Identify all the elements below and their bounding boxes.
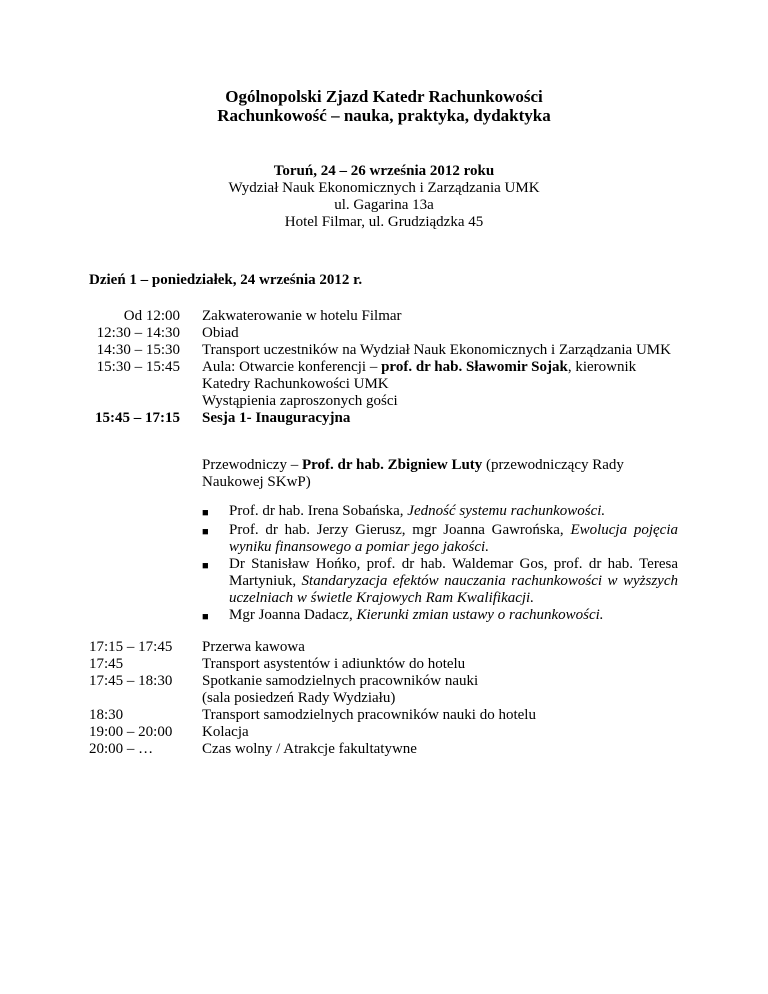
- bullet-icon: ■: [202, 560, 209, 572]
- opening-suffix: , kierownik Katedry Rachunkowości UMK: [202, 359, 637, 392]
- schedule-time: 19:00 – 20:00: [89, 724, 173, 740]
- schedule-row: [89, 639, 679, 656]
- day-heading: Dzień 1 – poniedziałek, 24 września 2012 r.: [89, 272, 363, 288]
- schedule-time: 17:45 – 18:30: [89, 673, 173, 689]
- faculty-name: Wydział Nauk Ekonomicznych i Zarządzania UMK: [228, 180, 540, 196]
- conference-subtitle: Rachunkowość – nauka, praktyka, dydaktyka: [217, 106, 551, 125]
- schedule-time: 17:15 – 17:45: [89, 639, 173, 655]
- talk-title: Kierunki zmian ustawy o rachunkowości.: [356, 607, 604, 623]
- schedule-desc: Obiad: [202, 325, 239, 341]
- schedule-time: 17:45: [89, 656, 124, 672]
- talk-authors: Mgr Joanna Dadacz,: [229, 607, 357, 623]
- schedule-desc: Transport uczestników na Wydział Nauk Ekonomicznych i Zarządzania UMK: [202, 342, 671, 358]
- schedule-desc: Przerwa kawowa: [202, 639, 305, 655]
- schedule-row: [89, 325, 679, 342]
- bullet-icon: ■: [202, 507, 209, 519]
- opening-desc: [202, 359, 679, 410]
- bullet-icon: ■: [202, 611, 209, 623]
- opening-prefix: Aula: Otwarcie konferencji –: [202, 359, 382, 375]
- chair-suffix: (przewodniczący Rady Naukowej SKwP): [202, 457, 624, 490]
- schedule-row: [89, 741, 679, 758]
- session-chair: [202, 457, 678, 491]
- hotel-address: Hotel Filmar, ul. Grudziądzka 45: [284, 214, 484, 230]
- schedule-time: 12:30 – 14:30: [96, 325, 180, 341]
- list-item: [202, 522, 678, 556]
- schedule-block-2: [89, 639, 679, 758]
- schedule-row: [89, 342, 679, 359]
- schedule-desc: Czas wolny / Atrakcje fakultatywne: [202, 741, 417, 757]
- talk-authors: Prof. dr hab. Irena Sobańska,: [229, 503, 408, 519]
- talk-authors: Dr Stanisław Hońko, prof. dr hab. Waldemar Gos, prof. dr hab. Teresa Martyniuk,: [229, 556, 678, 589]
- conference-title: Ogólnopolski Zjazd Katedr Rachunkowości: [225, 87, 543, 106]
- schedule-row: [89, 308, 679, 325]
- talk-title: Standaryzacja efektów nauczania rachunkowości w wyższych uczelniach w świetle Krajowych Ram Kwalifikacji.: [229, 573, 678, 606]
- bullet-icon: ■: [202, 526, 209, 538]
- schedule-time: 15:30 – 15:45: [96, 359, 180, 375]
- chair-name: Prof. dr hab. Zbigniew Luty: [301, 457, 483, 473]
- schedule-time: Od 12:00: [123, 308, 180, 324]
- opening-guests: Wystąpienia zaproszonych gości: [202, 393, 398, 409]
- schedule-desc: Kolacja: [202, 724, 249, 740]
- street-address: ul. Gagarina 13a: [334, 197, 434, 213]
- schedule-row: [89, 673, 679, 707]
- schedule-row: [89, 656, 679, 673]
- schedule-desc: Transport asystentów i adiunktów do hotelu: [202, 656, 466, 672]
- talk-list: [202, 503, 678, 626]
- session-time: 15:45 – 17:15: [95, 410, 180, 426]
- schedule-desc: Transport samodzielnych pracowników nauki do hotelu: [202, 707, 536, 723]
- schedule-row-session: [89, 410, 679, 427]
- schedule-row: [89, 707, 679, 724]
- schedule-desc: Spotkanie samodzielnych pracowników nauki (sala posiedzeń Rady Wydziału): [202, 673, 479, 706]
- talk-authors: Prof. dr hab. Jerzy Gierusz, mgr Joanna Gawrońska,: [229, 522, 571, 538]
- talk-title: Jedność systemu rachunkowości.: [407, 503, 606, 519]
- list-item: [202, 556, 678, 607]
- schedule-desc: Zakwaterowanie w hotelu Filmar: [202, 308, 402, 324]
- schedule-time: 20:00 – …: [89, 741, 154, 757]
- schedule-row: [89, 724, 679, 741]
- schedule-row-opening: [89, 359, 679, 410]
- list-item: [202, 607, 678, 626]
- opening-speaker: prof. dr hab. Sławomir Sojak: [381, 359, 568, 375]
- talk-title: Ewolucja pojęcia wyniku finansowego a pomiar jego jakości.: [229, 522, 678, 555]
- place-date: Toruń, 24 – 26 września 2012 roku: [273, 163, 495, 179]
- schedule-block-1: [89, 308, 679, 427]
- chair-prefix: Przewodniczy –: [202, 457, 302, 473]
- session-title: Sesja 1- Inauguracyjna: [202, 410, 351, 426]
- list-item: [202, 503, 678, 522]
- schedule-time: 18:30: [89, 707, 124, 723]
- schedule-time: 14:30 – 15:30: [96, 342, 180, 358]
